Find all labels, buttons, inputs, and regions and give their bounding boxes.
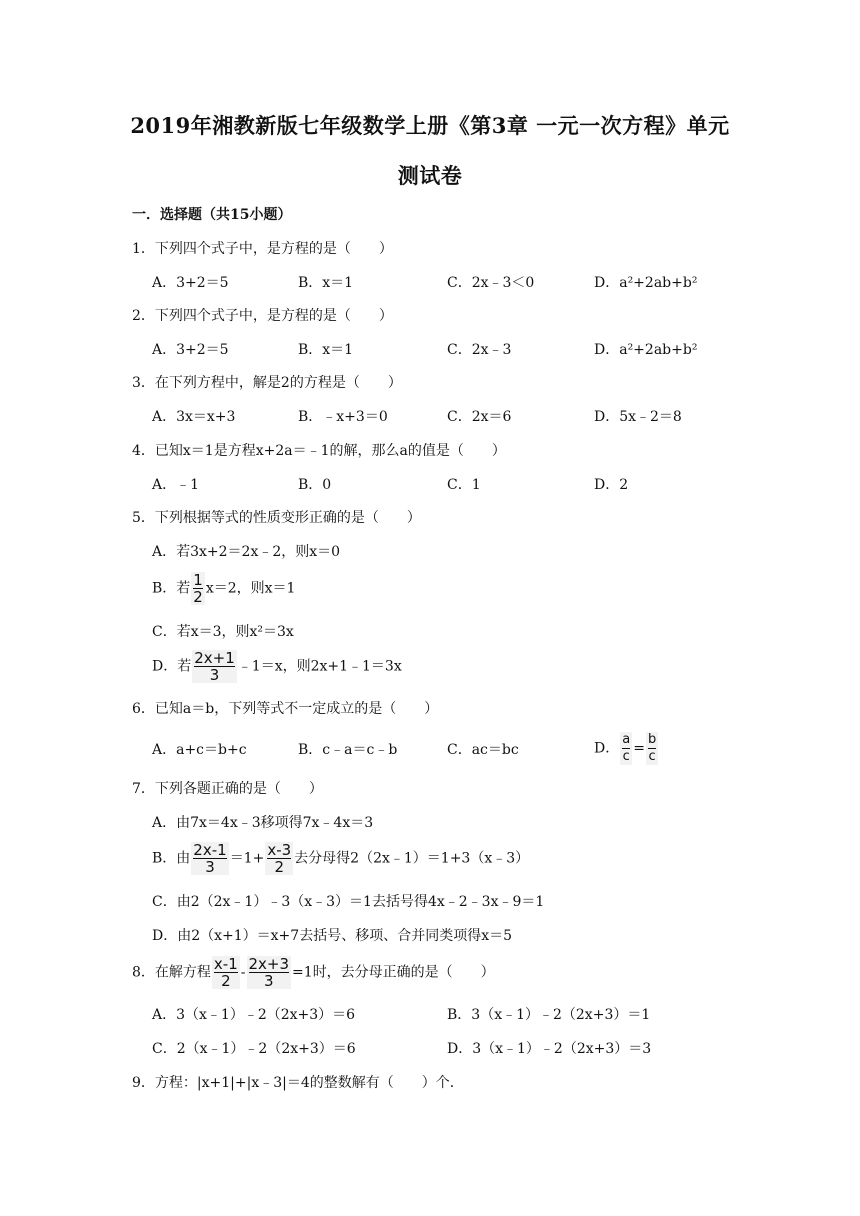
minus-sign: -: [240, 964, 246, 981]
q5-option-d: [152, 650, 402, 683]
q4-option-d: D．2: [594, 477, 629, 493]
fraction-2x-minus-1-over-3: [191, 842, 228, 875]
q6-option-d: [594, 732, 659, 765]
fraction-numerator: x-1: [213, 955, 238, 973]
q1-option-b: B．x＝1: [298, 275, 354, 291]
q5-option-b: [152, 572, 295, 605]
q6-option-b: B．c﹣a＝c﹣b: [298, 742, 398, 758]
q3-option-c: C．2x＝6: [447, 409, 512, 425]
fraction-denominator: c: [648, 749, 656, 764]
equals-one: =1: [292, 964, 313, 981]
fraction-x-minus-3-over-2: [265, 842, 293, 875]
question-9-stem: 9．方程：|x+1|+|x﹣3|＝4的整数解有（ ）个．: [132, 1075, 464, 1091]
fraction-numerator: a: [622, 732, 631, 747]
fraction-denominator: 2: [193, 588, 203, 606]
q2-option-b: B．x＝1: [298, 342, 354, 358]
document-title-line2: 测试卷: [397, 163, 463, 188]
document-title-line1: 2019年湘教新版七年级数学上册《第3章 一元一次方程》单元: [130, 113, 730, 138]
fraction-2x-plus-3-over-3: [247, 956, 292, 989]
fraction-denominator: 3: [264, 972, 274, 990]
q8-option-b: B．3（x﹣1）﹣2（2x+3）＝1: [447, 1007, 651, 1023]
fraction-denominator: 2: [221, 972, 231, 990]
q7b-prefix: B．由: [152, 850, 191, 867]
q7-option-d: D．由2（x+1）＝x+7去括号、移项、合并同类项得x＝5: [152, 928, 512, 944]
q6-option-c: C．ac＝bc: [447, 742, 519, 758]
question-7-stem: 7．下列各题正确的是（ ）: [132, 781, 323, 797]
q2-option-c: C．2x﹣3: [447, 342, 512, 358]
q8-option-d: D．3（x﹣1）﹣2（2x+3）＝3: [447, 1041, 652, 1057]
q8-option-c: C．2（x﹣1）﹣2（2x+3）＝6: [152, 1041, 356, 1057]
q4-option-c: C．1: [447, 477, 481, 493]
fraction-denominator: c: [622, 749, 630, 764]
q6-option-a: A．a+c＝b+c: [152, 742, 247, 758]
q7b-middle: ＝1+: [229, 850, 265, 867]
fraction-numerator: 2x+3: [248, 955, 290, 973]
question-6-stem: 6．已知a＝b，下列等式不一定成立的是（ ）: [132, 701, 439, 717]
fraction-one-half: [191, 572, 205, 605]
fraction-denominator: 3: [209, 666, 220, 684]
fraction-denominator: 2: [274, 858, 285, 876]
fraction-numerator: 2x-1: [193, 841, 227, 859]
equals-sign: =: [633, 740, 645, 757]
fraction-x-minus-1-over-2: [212, 956, 240, 989]
q8-stem-suffix: 时，去分母正确的是（ ）: [312, 964, 495, 981]
q5b-suffix: x＝2，则x＝1: [205, 580, 296, 597]
q6d-label: D．: [594, 740, 620, 757]
question-1-stem: 1．下列四个式子中，是方程的是（ ）: [132, 241, 393, 257]
q4-option-a: A．﹣1: [152, 477, 200, 493]
q7-option-c: C．由2（2x﹣1）﹣3（x﹣3）＝1去括号得4x﹣2﹣3x﹣9＝1: [152, 894, 545, 910]
question-8-stem: [132, 956, 495, 989]
question-2-stem: 2．下列四个式子中，是方程的是（ ）: [132, 308, 393, 324]
q7b-suffix: 去分母得2（2x﹣1）＝1+3（x﹣3）: [294, 850, 530, 867]
q5d-prefix: D．若: [152, 658, 192, 675]
q5d-suffix: ﹣1＝x，则2x+1﹣1＝3x: [237, 658, 402, 675]
q3-option-d: D．5x﹣2＝8: [594, 409, 682, 425]
fraction-numerator: 2x+1: [194, 649, 235, 667]
q7-option-a: A．由7x＝4x﹣3移项得7x﹣4x＝3: [152, 815, 374, 831]
q1-option-c: C．2x﹣3＜0: [447, 275, 535, 291]
question-5-stem: 5．下列根据等式的性质变形正确的是（ ）: [132, 510, 421, 526]
q3-option-a: A．3x＝x+3: [152, 409, 236, 425]
q8-stem-prefix: 8．在解方程: [132, 964, 211, 981]
q4-option-b: B．0: [298, 477, 332, 493]
fraction-denominator: 3: [205, 858, 215, 876]
section-heading: 一．选择题（共15小题）: [132, 207, 292, 223]
fraction-a-over-c: [620, 732, 632, 765]
fraction-2x-plus-1-over-3: [192, 650, 237, 683]
q2-option-d: D．a²+2ab+b²: [594, 342, 698, 358]
q7-option-b: [152, 842, 529, 875]
question-4-stem: 4．已知x＝1是方程x+2a＝﹣1的解，那么a的值是（ ）: [132, 443, 506, 459]
q1-option-a: A．3+2＝5: [152, 275, 229, 291]
q5-option-a: A．若3x+2＝2x﹣2，则x＝0: [152, 544, 341, 560]
q5-option-c: C．若x＝3，则x²＝3x: [152, 624, 294, 640]
fraction-b-over-c: [646, 732, 658, 765]
fraction-numerator: 1: [193, 571, 203, 589]
fraction-numerator: b: [647, 732, 657, 747]
q3-option-b: B．﹣x+3＝0: [298, 409, 388, 425]
q8-option-a: A．3（x﹣1）﹣2（2x+3）＝6: [152, 1007, 356, 1023]
fraction-numerator: x-3: [267, 841, 292, 859]
q2-option-a: A．3+2＝5: [152, 342, 229, 358]
question-3-stem: 3．在下列方程中，解是2的方程是（ ）: [132, 375, 402, 391]
q5b-prefix: B．若: [152, 580, 191, 597]
q1-option-d: D．a²+2ab+b²: [594, 275, 698, 291]
